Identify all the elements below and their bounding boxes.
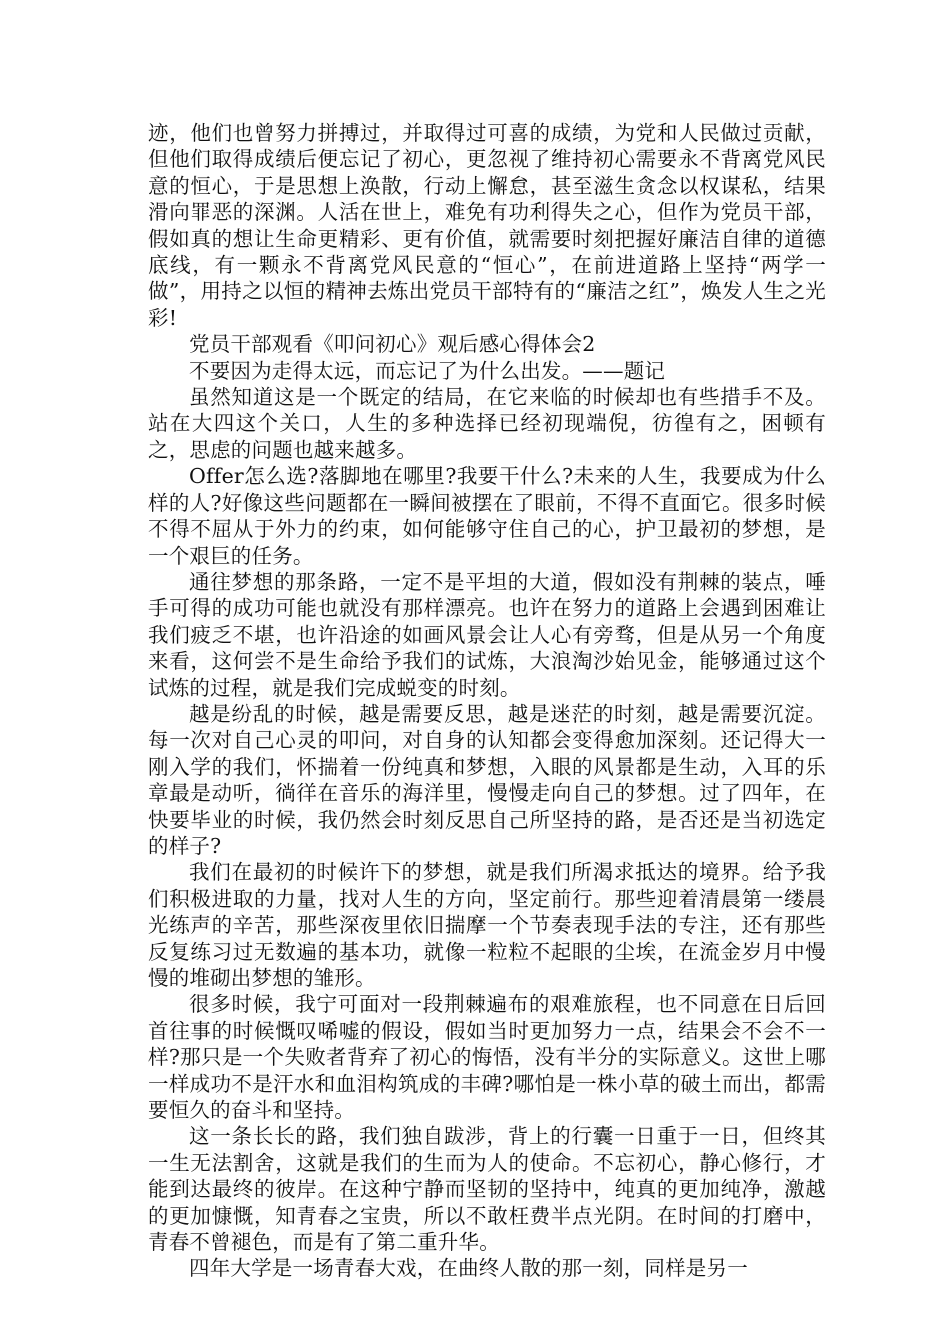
paragraph: 这一条长长的路，我们独自跋涉，背上的行囊一日重于一日，但终其一生无法割舍，这就是我们的生而为人的使命。不忘初心，静心修行，才能到达最终的彼岸。在这种宁静而坚韧的坚持中，纯真的更加纯净，激越的更加慷慨，知青春之宝贵，所以不敢枉费半点光阴。在时间的打磨中，青春不曾褪色，而是有了第二重升华。 — [148, 1124, 826, 1255]
paragraph: Offer怎么选?落脚地在哪里?我要干什么?未来的人生，我要成为什么样的人?好像这些问题都在一瞬间被摆在了眼前，不得不直面它。很多时候不得不屈从于外力的约束，如何能够守住自己的心，护卫最初的梦想，是一个艰巨的任务。 — [148, 464, 826, 568]
paragraph: 越是纷乱的时候，越是需要反思，越是迷茫的时刻，越是需要沉淀。每一次对自己心灵的叩问，对自身的认知都会变得愈加深刻。还记得大一刚入学的我们，怀揣着一份纯真和梦想，入眼的风景都是生动，入耳的乐章最是动听，徜徉在音乐的海洋里，慢慢走向自己的梦想。过了四年，在快要毕业的时候，我仍然会时刻反思自己所坚持的路，是否还是当初选定的样子? — [148, 701, 826, 858]
paragraph: 我们在最初的时候许下的梦想，就是我们所渴求抵达的境界。给予我们积极进取的力量，找对人生的方向，坚定前行。那些迎着清晨第一缕晨光练声的辛苦，那些深夜里依旧揣摩一个节奏表现手法的专注，还有那些反复练习过无数遍的基本功，就像一粒粒不起眼的尘埃，在流金岁月中慢慢的堆砌出梦想的雏形。 — [148, 860, 826, 990]
paragraph: 通往梦想的那条路，一定不是平坦的大道，假如没有荆棘的装点，唾手可得的成功可能也就没有那样漂亮。也许在努力的道路上会遇到困难让我们疲乏不堪，也许沿途的如画风景会让人心有旁骛，但是从另一个角度来看，这何尝不是生命给予我们的试炼，大浪淘沙始见金，能够通过这个试炼的过程，就是我们完成蜕变的时刻。 — [148, 569, 826, 700]
paragraph: 很多时候，我宁可面对一段荆棘遍布的艰难旅程，也不同意在日后回首往事的时候慨叹唏嘘的假设，假如当时更加努力一点，结果会不会不一样?那只是一个失败者背弃了初心的悔悟，没有半分的实际意义。这世上哪一样成功不是汗水和血泪构筑成的丰碑?哪怕是一株小草的破土而出，都需要恒久的奋斗和坚持。 — [148, 992, 826, 1123]
epigraph: 不要因为走得太远，而忘记了为什么出发。——题记 — [189, 358, 666, 383]
paragraph: 四年大学是一场青春大戏，在曲终人散的那一刻，同样是另一 — [189, 1256, 748, 1281]
paragraph: 迹，他们也曾努力拼搏过，并取得过可喜的成绩，为党和人民做过贡献，但他们取得成绩后便忘记了初心，更忽视了维持初心需要永不背离党风民意的恒心，于是思想上涣散，行动上懈怠，甚至滋生贪念以权谋私，结果滑向罪恶的深渊。人活在世上，难免有功利得失之心，但作为党员干部，假如真的想让生命更精彩、更有价值，就需要时刻把握好廉洁自律的道德底线，有一颗永不背离党风民意的“恒心”，在前进道路上坚持“两学一做”，用持之以恒的精神去炼出党员干部特有的“廉洁之红”，焕发人生之光彩! — [148, 121, 826, 330]
article-title: 党员干部观看《叩问初心》观后感心得体会2 — [189, 332, 596, 357]
paragraph: 虽然知道这是一个既定的结局，在它来临的时候却也有些措手不及。站在大四这个关口，人生的多种选择已经初现端倪，彷徨有之，困顿有之，思虑的问题也越来越多。 — [148, 385, 826, 462]
document-body — [148, 120, 826, 1282]
